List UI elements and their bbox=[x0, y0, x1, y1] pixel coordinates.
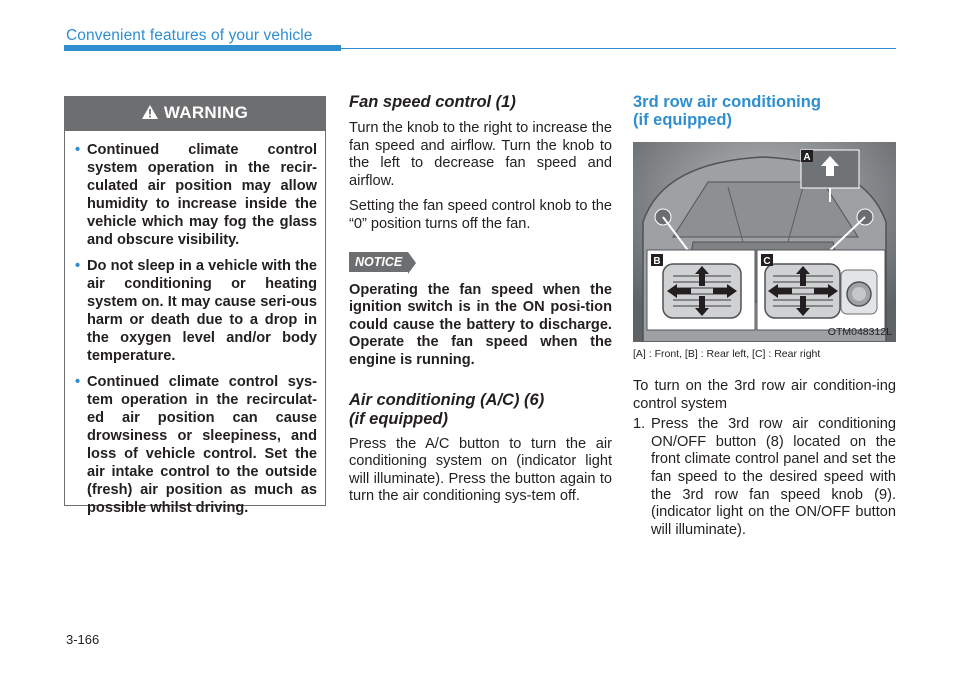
bullet-icon: • bbox=[75, 374, 81, 390]
notice-badge: NOTICE bbox=[349, 252, 408, 272]
figure-code: OTM048312L bbox=[827, 326, 892, 338]
warning-triangle-icon bbox=[142, 105, 158, 119]
header-rule-thick bbox=[64, 45, 341, 51]
right-column bbox=[633, 93, 896, 539]
fan-speed-heading: Fan speed control (1) bbox=[349, 93, 516, 111]
notice-text: Operating the fan speed when the ignition switch is in the ON posi-tion could cause the battery to discharge. Operate the fan speed when the engine is running. bbox=[349, 281, 612, 368]
bullet-icon: • bbox=[75, 258, 81, 274]
header-rule-thin bbox=[341, 48, 896, 49]
warning-header bbox=[65, 97, 325, 131]
figure-label-b: B bbox=[653, 256, 661, 267]
third-row-intro: To turn on the 3rd row air condition-ing control system bbox=[633, 378, 896, 412]
figure-label-c: C bbox=[763, 256, 771, 267]
step-1 bbox=[633, 416, 896, 539]
step-number: 1. bbox=[633, 416, 646, 433]
vehicle-interior-illustration bbox=[633, 142, 896, 342]
vehicle-interior-figure bbox=[633, 142, 896, 342]
bullet-icon: • bbox=[75, 142, 81, 158]
fan-speed-paragraph-2: Setting the fan speed control knob to the “0” position turns off the fan. bbox=[349, 198, 612, 232]
warning-box bbox=[64, 96, 326, 516]
step-1-text: Press the 3rd row air conditioning ON/OFF button (8) located on the front climate control panel and set the fan speed to the desired speed with the 3rd row fan speed knob (9). (indicator light on the ON/OFF button will illuminate). bbox=[651, 416, 896, 538]
middle-column bbox=[349, 93, 612, 506]
figure-label-a: A bbox=[803, 152, 811, 163]
third-row-heading-line-2: (if equipped) bbox=[633, 111, 732, 129]
ac-heading-line-2: (if equipped) bbox=[349, 409, 448, 428]
warning-item: • Continued climate control sys-tem operation in the recirculat-ed air position can cause drowsiness or sleepiness, and loss of vehicle control. Set the air intake control to the outside (fresh) air position as much as possible whilst driving. bbox=[75, 374, 317, 516]
warning-item: • Continued climate control system operation in the recir-culated air position may allow humidity to increase inside the vehicle which may fog the glass and obscure visibility. bbox=[75, 142, 317, 248]
page-number: 3-166 bbox=[66, 632, 100, 647]
ac-heading-line-1: Air conditioning (A/C) (6) bbox=[349, 390, 545, 409]
warning-list bbox=[75, 141, 317, 525]
ac-paragraph: Press the A/C button to turn the air conditioning system on (indicator light will illuminate). Press the button again to turn the air conditioning sys-tem off. bbox=[349, 435, 612, 505]
figure-caption: [A] : Front, [B] : Rear left, [C] : Rear right bbox=[633, 348, 821, 360]
third-row-heading-line-1: 3rd row air conditioning bbox=[633, 93, 821, 111]
warning-title: WARNING bbox=[163, 103, 249, 122]
fan-speed-paragraph-1: Turn the knob to the right to increase the fan speed and airflow. Turn the knob to the left to decrease fan speed and airflow. bbox=[349, 120, 612, 189]
warning-item: • Do not sleep in a vehicle with the air conditioning or heating system on. It may cause seri-ous harm or death due to a drop in the oxygen level and/or body temperature. bbox=[75, 258, 317, 364]
section-title: Convenient features of your vehicle bbox=[66, 27, 313, 44]
